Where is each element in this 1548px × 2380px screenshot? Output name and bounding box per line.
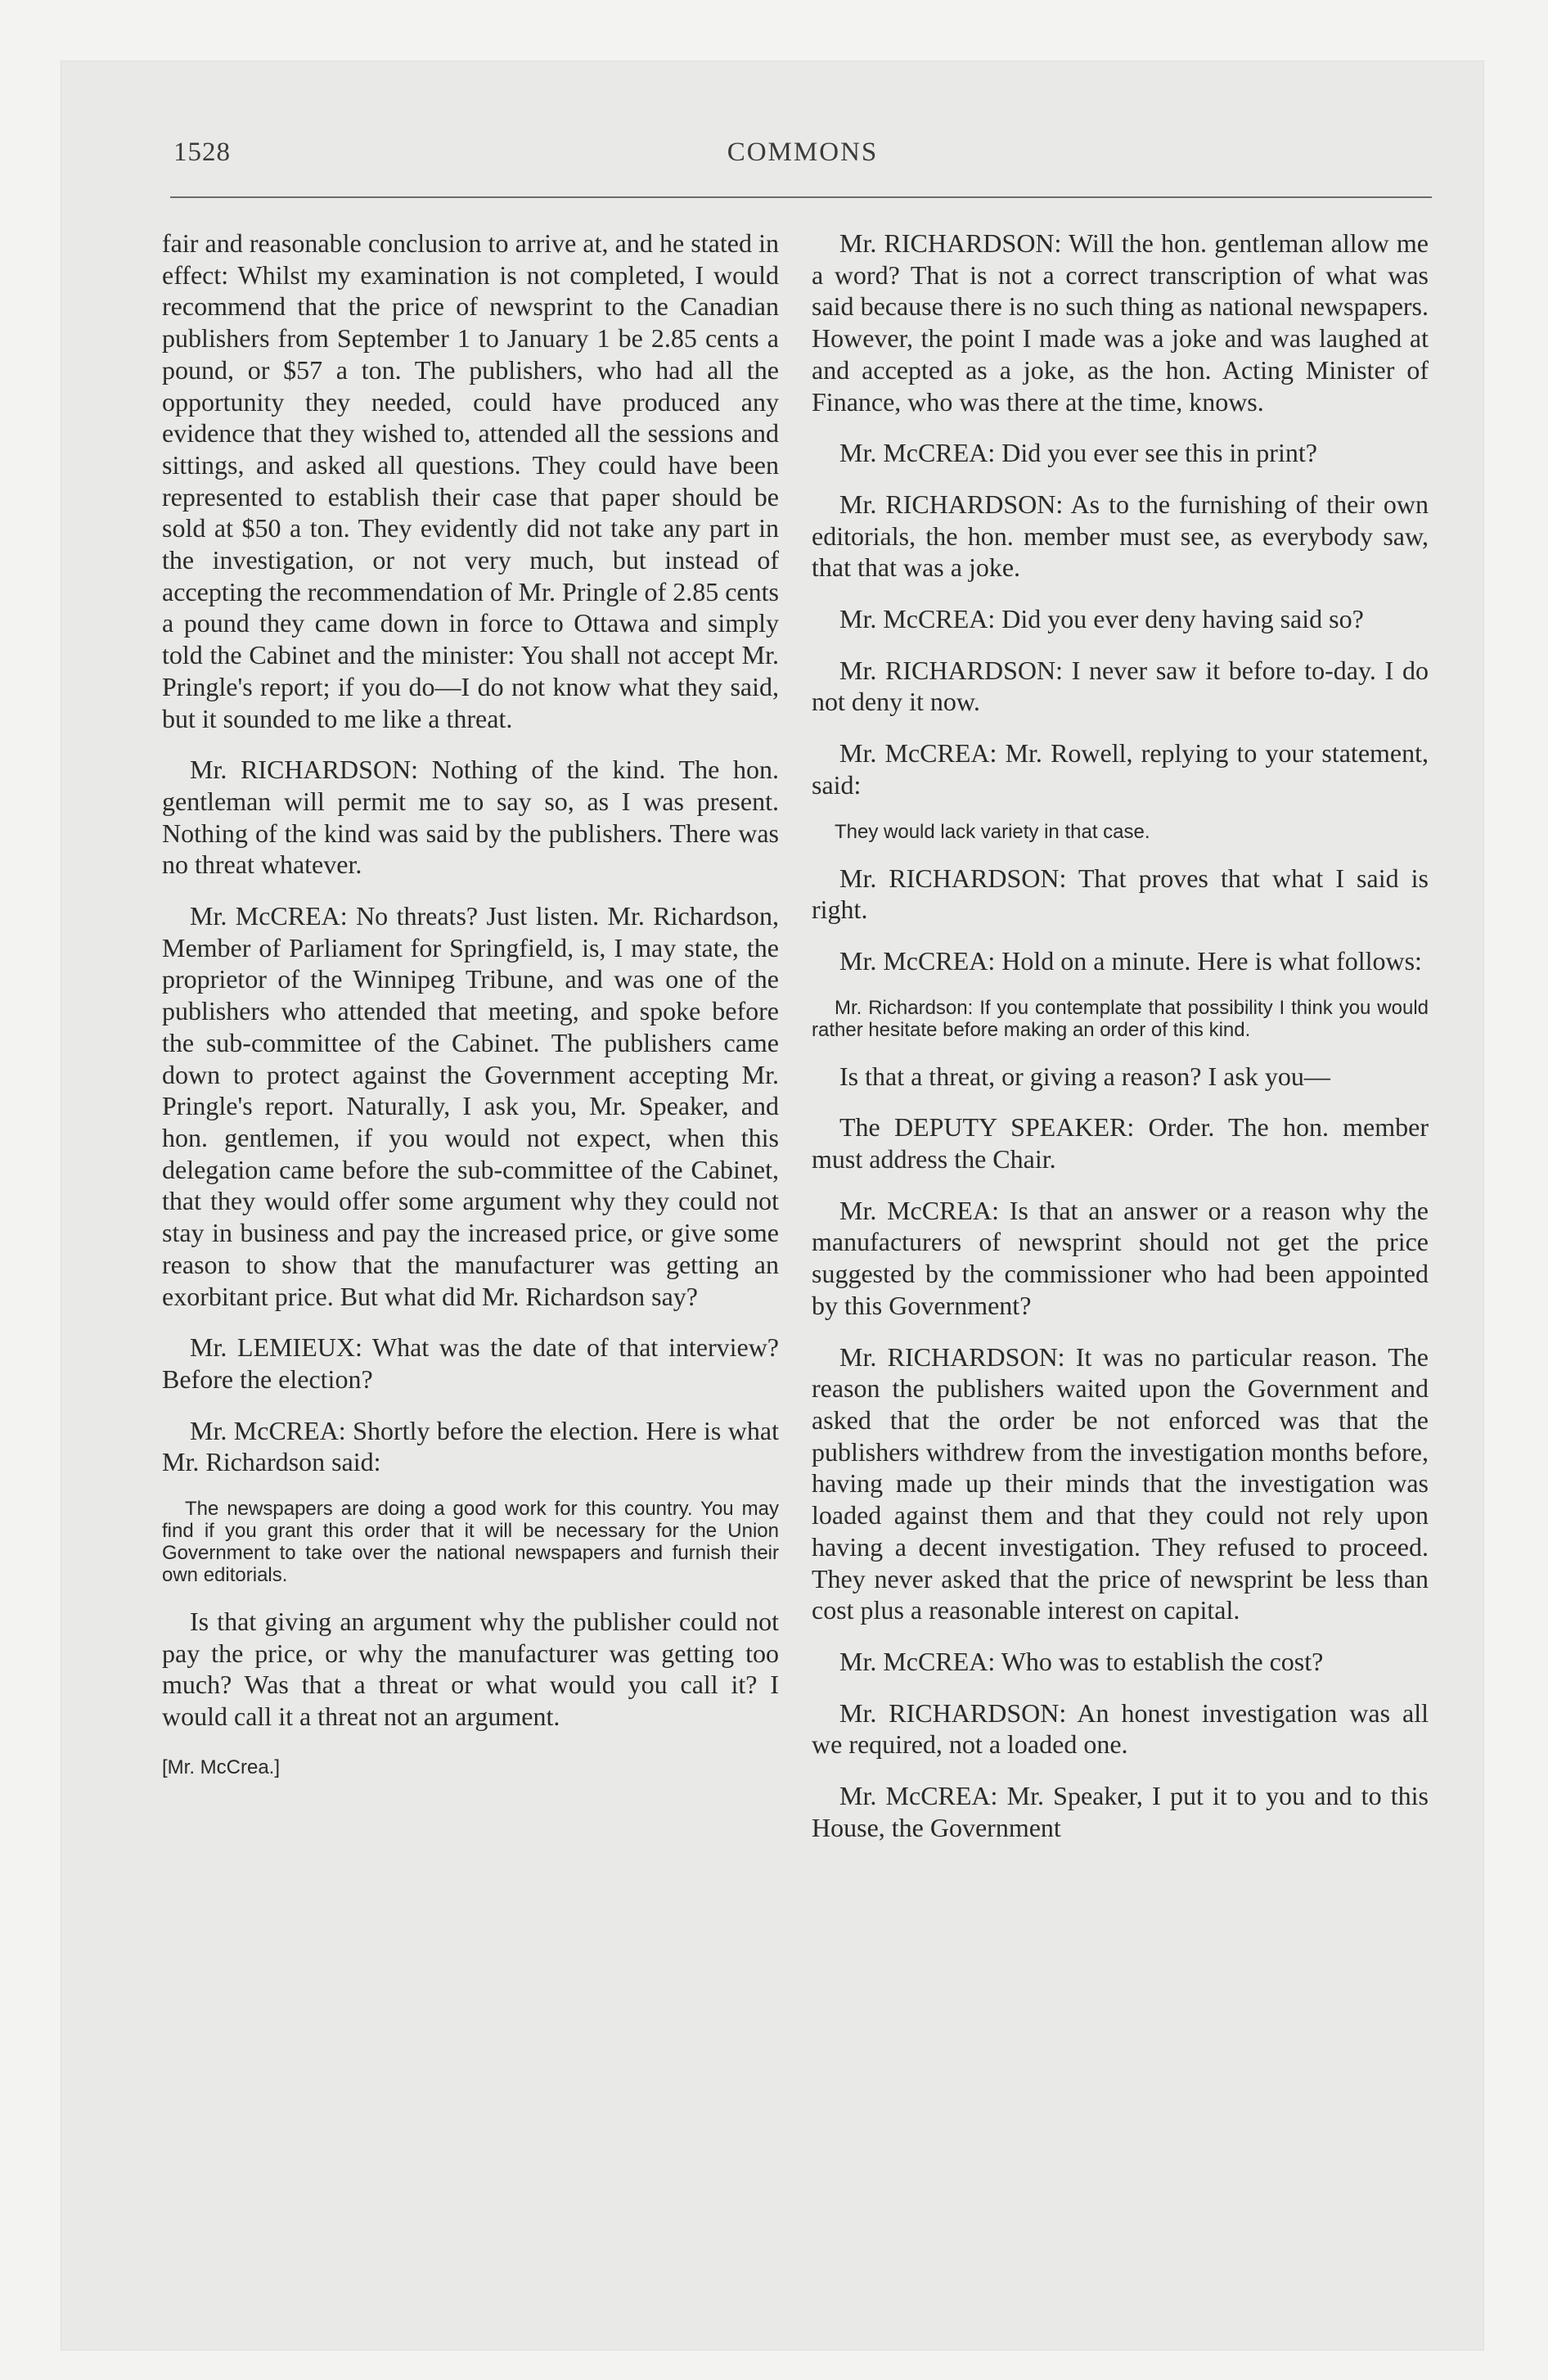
block-quote: The newspapers are doing a good work for this country. You may find if you grant this order that it will be necessary for the Union Government to take over the national newspapers and furnish their own editorials.	[162, 1498, 779, 1587]
paragraph: Mr. McCREA: Shortly before the election. Here is what Mr. Richardson said:	[162, 1415, 779, 1477]
paragraph: Is that giving an argument why the publisher could not pay the price, or why the manufacturer was getting too much? Was that a threat or what would you call it? I would call it a threat not an argument.	[162, 1607, 779, 1732]
paragraph: Is that a threat, or giving a reason? I ask you—	[839, 1061, 1330, 1091]
block-quote: Mr. Richardson: If you contemplate that possibility I think you would rather hesitate before making an order of this kind.	[812, 996, 1429, 1041]
speaker-footer: [Mr. McCrea.]	[162, 1756, 281, 1778]
paragraph: Mr. RICHARDSON: That proves that what I said is right.	[812, 863, 1429, 925]
paragraph: fair and reasonable conclusion to arrive at, and he stated in effect: Whilst my examination is not completed, I would recommend that the price of newsprint to the Canadian publishers from September 1 to January 1 be 2.85 cents a pound, or $57 a ton. The publishers, who had all the opportunity they needed, could have produced any evidence that they wished to, attended all the sessions and sittings, and asked all questions. They could have been represented to establish their case that paper should be sold at $50 a ton. They evidently did not take any part in the investigation, or not very much, but instead of accepting the recommendation of Mr. Pringle of 2.85 cents a pound they came down in force to Ottawa and simply told the Cabinet and the minister: You shall not accept Mr. Pringle's report; if you do—I do not know what they said, but it sounded to me like a threat.	[162, 228, 779, 733]
paragraph: Mr. McCREA: Mr. Speaker, I put it to you and to this House, the Government	[812, 1781, 1429, 1842]
page-title: COMMONS	[727, 137, 879, 167]
left-column	[162, 228, 779, 1784]
right-column	[812, 228, 1429, 1863]
paragraph: Mr. McCREA: Did you ever see this in print?	[839, 438, 1317, 468]
paragraph: Mr. LEMIEUX: What was the date of that interview? Before the election?	[162, 1332, 779, 1394]
paragraph: Mr. RICHARDSON: It was no particular reason. The reason the publishers waited upon the Government and asked that the order be not enforced was that the publishers withdrew from the investigation months before, having made up their minds that the investigation was loaded against them and that they could not rely upon having a decent investigation. They refused to proceed. They never asked that the price of newsprint be less than cost plus a reasonable interest on capital.	[812, 1341, 1429, 1625]
paragraph: Mr. McCREA: Mr. Rowell, replying to your statement, said:	[812, 738, 1429, 800]
page-number: 1528	[173, 137, 231, 167]
paragraph: Mr. RICHARDSON: An honest investigation was all we required, not a loaded one.	[812, 1697, 1429, 1760]
paragraph: Mr. McCREA: Hold on a minute. Here is what follows:	[839, 945, 1422, 976]
paragraph: Mr. RICHARDSON: Will the hon. gentleman allow me a word? That is not a correct transcription of what was said because there is no such thing as national newspapers. However, the point I made was a joke and was laughed at and accepted as a joke, as the hon. Acting Minister of Finance, who was there at the time, knows.	[812, 228, 1429, 417]
page-header	[173, 137, 1432, 178]
paragraph: Mr. RICHARDSON: Nothing of the kind. The hon. gentleman will permit me to say so, as I was present. Nothing of the kind was said by the publishers. There was no threat whatever.	[162, 755, 779, 880]
paragraph: Mr. RICHARDSON: As to the furnishing of their own editorials, the hon. member must see, as everybody saw, that that was a joke.	[812, 489, 1429, 583]
paragraph: Mr. McCREA: No threats? Just listen. Mr. Richardson, Member of Parliament for Springfield, is, I may state, the proprietor of the Winnipeg Tribune, and was one of the publishers who attended that meeting, and spoke before the sub-committee of the Cabinet. The publishers came down to protect against the Government accepting Mr. Pringle's report. Naturally, I ask you, Mr. Speaker, and hon. gentlemen, if you would not expect, when this delegation came before the sub-committee of the Cabinet, that they would offer some argument why they could not stay in business and pay the increased price, or give some reason to show that the manufacturer was getting an exorbitant price. But what did Mr. Richardson say?	[162, 901, 779, 1311]
paragraph: Mr. RICHARDSON: I never saw it before to-day. I do not deny it now.	[812, 655, 1429, 717]
header-rule	[170, 196, 1432, 198]
paragraph: The DEPUTY SPEAKER: Order. The hon. member must address the Chair.	[812, 1112, 1429, 1174]
block-quote: They would lack variety in that case.	[835, 820, 1150, 843]
paragraph: Mr. McCREA: Who was to establish the cost?	[839, 1646, 1324, 1676]
paragraph: Mr. McCREA: Is that an answer or a reason why the manufacturers of newsprint should not get the price suggested by the commissioner who had been appointed by this Government?	[812, 1195, 1429, 1320]
paragraph: Mr. McCREA: Did you ever deny having said so?	[839, 604, 1364, 634]
